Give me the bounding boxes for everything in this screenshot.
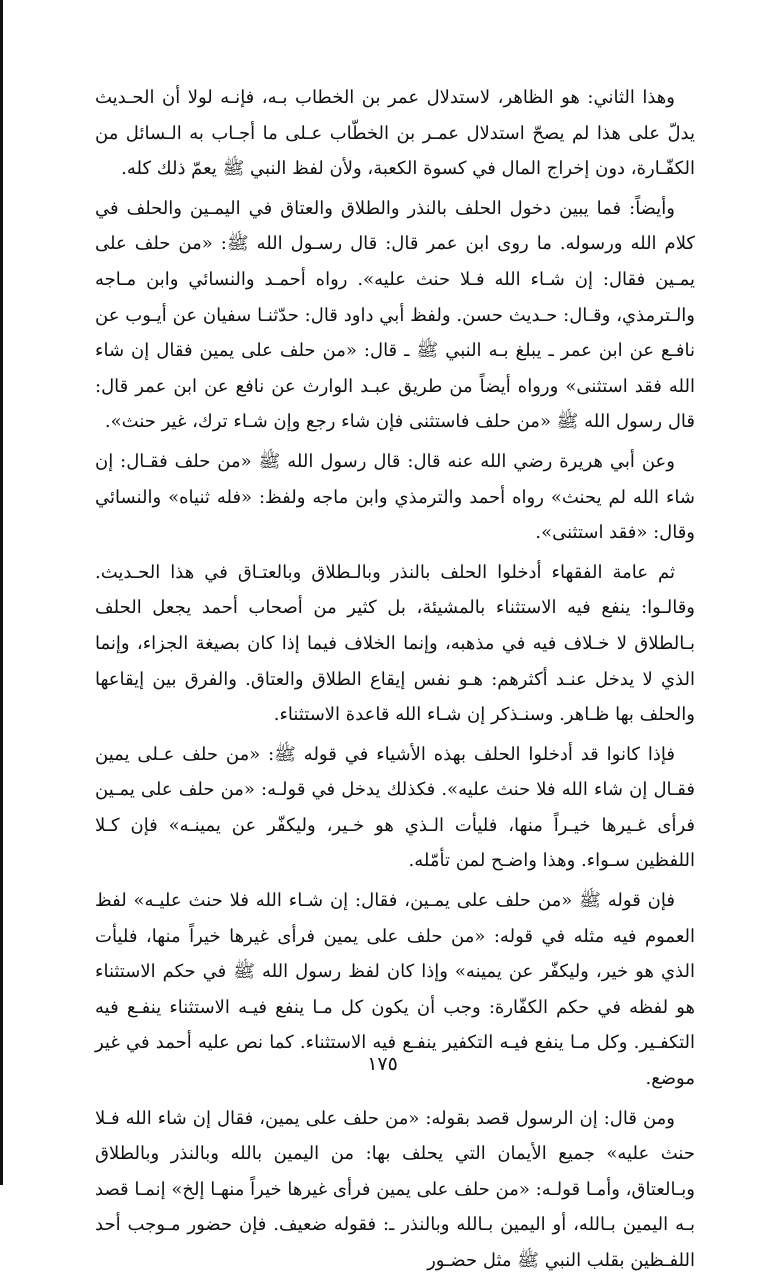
- paragraph-1: وهذا الثاني: هو الظاهر، لاستدلال عمر بن الخطاب بـه، فإنـه لولا أن الحـديث يدلّ على هذا لم يصحّ استدلال عمـر بن الخطّاب عـلى ما أجـاب به الـسائل من الكفّـارة، دون إخراج المال في كسوة الكعبة، ولأن لفظ النبي ﷺ يعمّ ذلك كله.: [95, 87, 695, 180]
- paragraph-5: فإذا كانوا قد أدخلوا الحلف بهذه الأشياء في قوله ﷺ: «من حلف عـلى يمين فقـال إن شاء الله فلا حنث عليه». فكذلك يدخل في قولـه: «من حلف على يمـين فرأى غـيرها خيـراً منها، فليأت الـذي هو خـير، وليكفّر عن يمينـه» فإن كـلا اللفظين سـواء. وهذا واضـح لمن تأمّله.: [95, 743, 695, 872]
- page-body: [95, 80, 695, 1283]
- paragraph-6: فإن قوله ﷺ «من حلف على يمـين، فقال: إن شـاء الله فلا حنث عليـه» لفظ العموم فيه مثله في قوله: «من حلف على يمين فرأى غيرها خيراً منها، فليأت الذي هو خير، وليكفّر عن يمينه» وإذا كان لفظ رسول الله ﷺ في حكم الاستثناء هو لفظه في حكم الكفّارة: وجب أن يكون كل مـا ينفع فيـه الاستثناء ينفـع فيه التكفـير. وكل مـا ينفع فيـه التكفير ينفـع فيه الاستثناء. كما نص عليه أحمد في غير موضع.: [95, 890, 695, 1090]
- page-edge-line: [0, 0, 3, 1185]
- page-number: ١٧٥: [367, 1053, 398, 1075]
- paragraph-3: وعن أبي هريرة رضي الله عنه قال: قال رسول الله ﷺ «من حلف فقـال: إن شاء الله لم يحنث» رواه أحمد والترمذي وابن ماجه ولفظ: «فله ثنياه» والنسائي وقال: «فقد استثنى».: [95, 450, 695, 544]
- paragraph-2: وأيضاً: فما يبين دخول الحلف بالنذر والطلاق والعتاق في اليمـين والحلف في كلام الله ورسوله. ما روى ابن عمر قال: قال رسـول الله ﷺ: «من حلف على يمـين فقال: إن شـاء الله فـلا حنث عليه». رواه أحمـد والنسائي وابن مـاجه والـترمذي، وقـال: حـديث حسن. ولفظ أبي داود قال: حدّثنـا سفيان عن أيـوب عن نافـع عن ابن عمر ـ يبلغ بـه النبي ﷺ ـ قال: «من حلف على يمين فقال إن شاء الله فقد استثنى» ورواه أيضاً من طريق عبـد الوارث عن نافع عن ابن عمر قال: قال رسول الله ﷺ «من حلف فاستثنى فإن شاء رجع وإن شـاء ترك، غير حنث».: [95, 197, 695, 433]
- paragraph-4: ثم عامة الفقهاء أدخلوا الحلف بالنذر وبالـطلاق وبالعتـاق في هذا الحـديث. وقالـوا: ينفع فيه الاستثناء بالمشيئة، بل كثير من أصحاب أحمد يجعل الحلف بـالطلاق لا خـلاف فيه في مذهبه، وإنما الخلاف فيما إذا كان بصيغة الجزاء، وإنما الذي لا يدخل عنـد أكثرهم: هـو نفس إيقاع الطلاق والعتاق. والفرق بين إيقاعها والحلف بها ظـاهر. وسنـذكر إن شـاء الله قاعدة الاستثناء.: [95, 561, 695, 726]
- paragraph-7: ومن قال: إن الرسول قصد بقوله: «من حلف على يمين، فقال إن شاء الله فـلا حنث عليه» جميع الأيمان التي يحلف بها: من اليمين بالله وبالنذر وبالطلاق وبـالعتاق، وأمـا قولـه: «من حلف على يمين فرأى غيرها خيراً منهـا إلخ» إنمـا قصد بـه اليمين بـالله، أو اليمين بـالله وبالنذر ـ: فقوله ضعيف. فإن حضور مـوجب أحد اللفـظين بقلب النبي ﷺ مثل حضـور: [95, 1107, 695, 1271]
